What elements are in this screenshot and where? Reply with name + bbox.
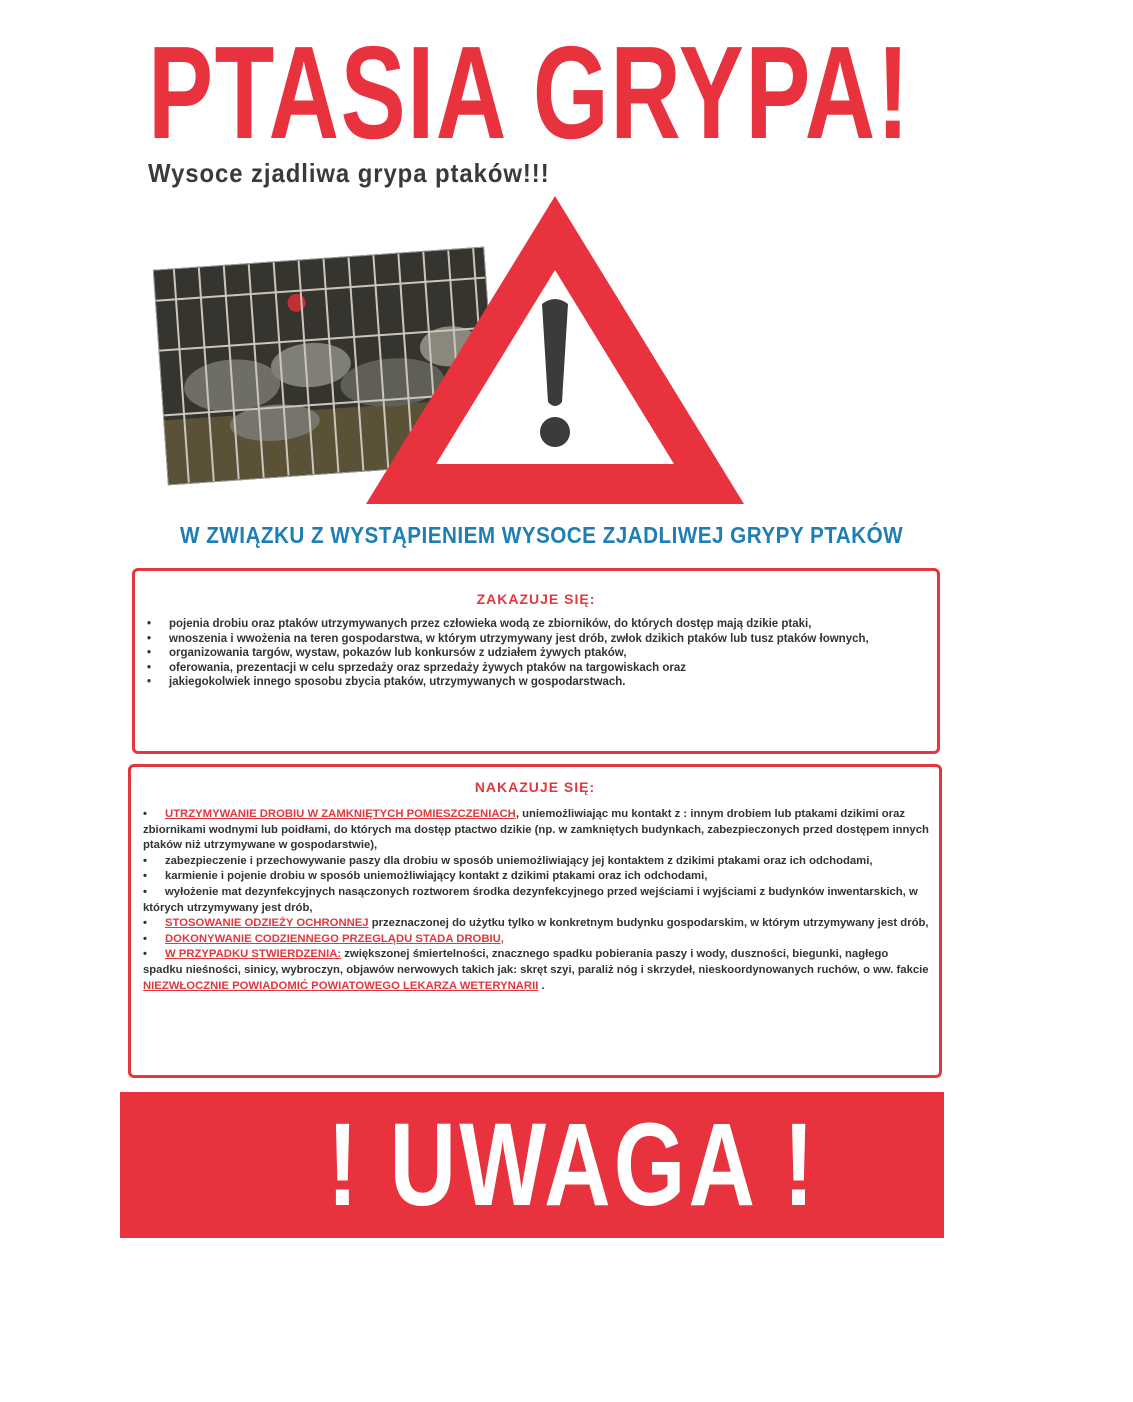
prohibitions-list [147,617,917,690]
context-heading: W ZWIĄZKU Z WYSTĄPIENIEM WYSOCE ZJADLIWEJ GRYPY PTAKÓW [180,522,904,548]
order-item [143,885,929,916]
prohibition-item: • organizowania targów, wystaw, pokazów lub konkursów z udziałem żywych ptaków, [147,646,917,661]
orders-box [128,764,942,1078]
bullet-icon: • [143,948,147,961]
order-text: zabezpieczenie i przechowywanie paszy dla drobiu w sposób uniemożliwiający jej kontaktem z dzikimi ptakami oraz ich odchodami, [165,854,873,867]
order-text: karmienie i pojenie drobiu w sposób uniemożliwiający kontakt z dzikimi ptakami oraz ich odchodami, [165,870,708,883]
order-text: wyłożenie mat dezynfekcyjnych nasączonych roztworem środka dezynfekcyjnego przed wejściami i wyjściami z budynków inwentarskich, w których utrzymywany jest drób, [143,885,918,914]
order-item [143,932,929,948]
order-highlight: NIEZWŁOCZNIE POWIADOMIĆ POWIATOWEGO LEKARZA WETERYNARII [143,979,539,992]
order-text: . [538,979,545,992]
orders-list [143,807,929,994]
prohibition-item: • jakiegokolwiek innego sposobu zbycia ptaków, utrzymywanych w gospodarstwach. [147,675,917,690]
order-highlight: UTRZYMYWANIE DROBIU W ZAMKNIĘTYCH POMIESZCZENIACH [165,808,516,820]
prohibitions-box [132,568,940,754]
bullet-icon: • [143,917,147,930]
order-highlight: DOKONYWANIE CODZIENNEGO PRZEGLĄDU STADA DROBIU, [165,932,504,945]
order-item [143,807,929,854]
order-item [143,869,929,885]
bullet-icon: • [143,932,147,945]
bullet-icon: • [143,854,147,867]
prohibition-item: • wnoszenia i wwożenia na teren gospodarstwa, w którym utrzymywany jest drób, zwłok dzikich ptaków lub tusz ptaków łownych, [147,632,917,647]
attention-banner-text: ! UWAGA ! [327,1099,818,1231]
prohibitions-heading: ZAKAZUJE SIĘ: [476,591,596,607]
prohibition-item: • oferowania, prezentacji w celu sprzedaży oraz sprzedaży żywych ptaków na targowiskach oraz [147,661,917,676]
order-item [143,947,929,994]
order-text: przeznaczonej do użytku tylko w konkretnym budynku gospodarskim, w którym utrzymywany jest drób, [368,917,929,930]
bullet-icon: • [143,808,147,820]
order-text: zwiększonej śmiertelności, znacznego spadku pobierania paszy i wody, duszności, biegunki, nagłego spadku nieśności, sinicy, wybroczyn, objawów nerwowych takich jak: skręt szyi, paraliż nóg i skrzydeł, nieskoordynowanych ruchów, o ww. fakcie [143,948,929,976]
order-highlight: STOSOWANIE ODZIEŻY OCHRONNEJ [165,917,369,930]
warning-triangle-icon [362,192,748,508]
prohibition-item: • pojenia drobiu oraz ptaków utrzymywanych przez człowieka wodą ze zbiorników, do których dostęp mają dzikie ptaki, [147,617,917,632]
poster-title: PTASIA GRYPA! [148,19,911,166]
attention-banner [120,1092,944,1238]
order-item [143,854,929,870]
order-text: , uniemożliwiając mu kontakt z : innym drobiem lub ptakami dzikimi oraz zbiornikami wodnymi lub poidłami, do których ma dostęp ptactwo dzikie (np. w zamkniętych budynkach, zabezpieczonych przed dostępem innych ptaków niż utrzymywane w gospodarstwie), [143,808,929,852]
orders-heading: NAKAZUJE SIĘ: [474,779,596,795]
poster-subtitle: Wysoce zjadliwa grypa ptaków!!! [148,158,550,188]
order-highlight: W PRZYPADKU STWIERDZENIA: [165,948,342,961]
order-item [143,916,929,932]
bullet-icon: • [143,885,147,898]
bullet-icon: • [143,870,147,883]
